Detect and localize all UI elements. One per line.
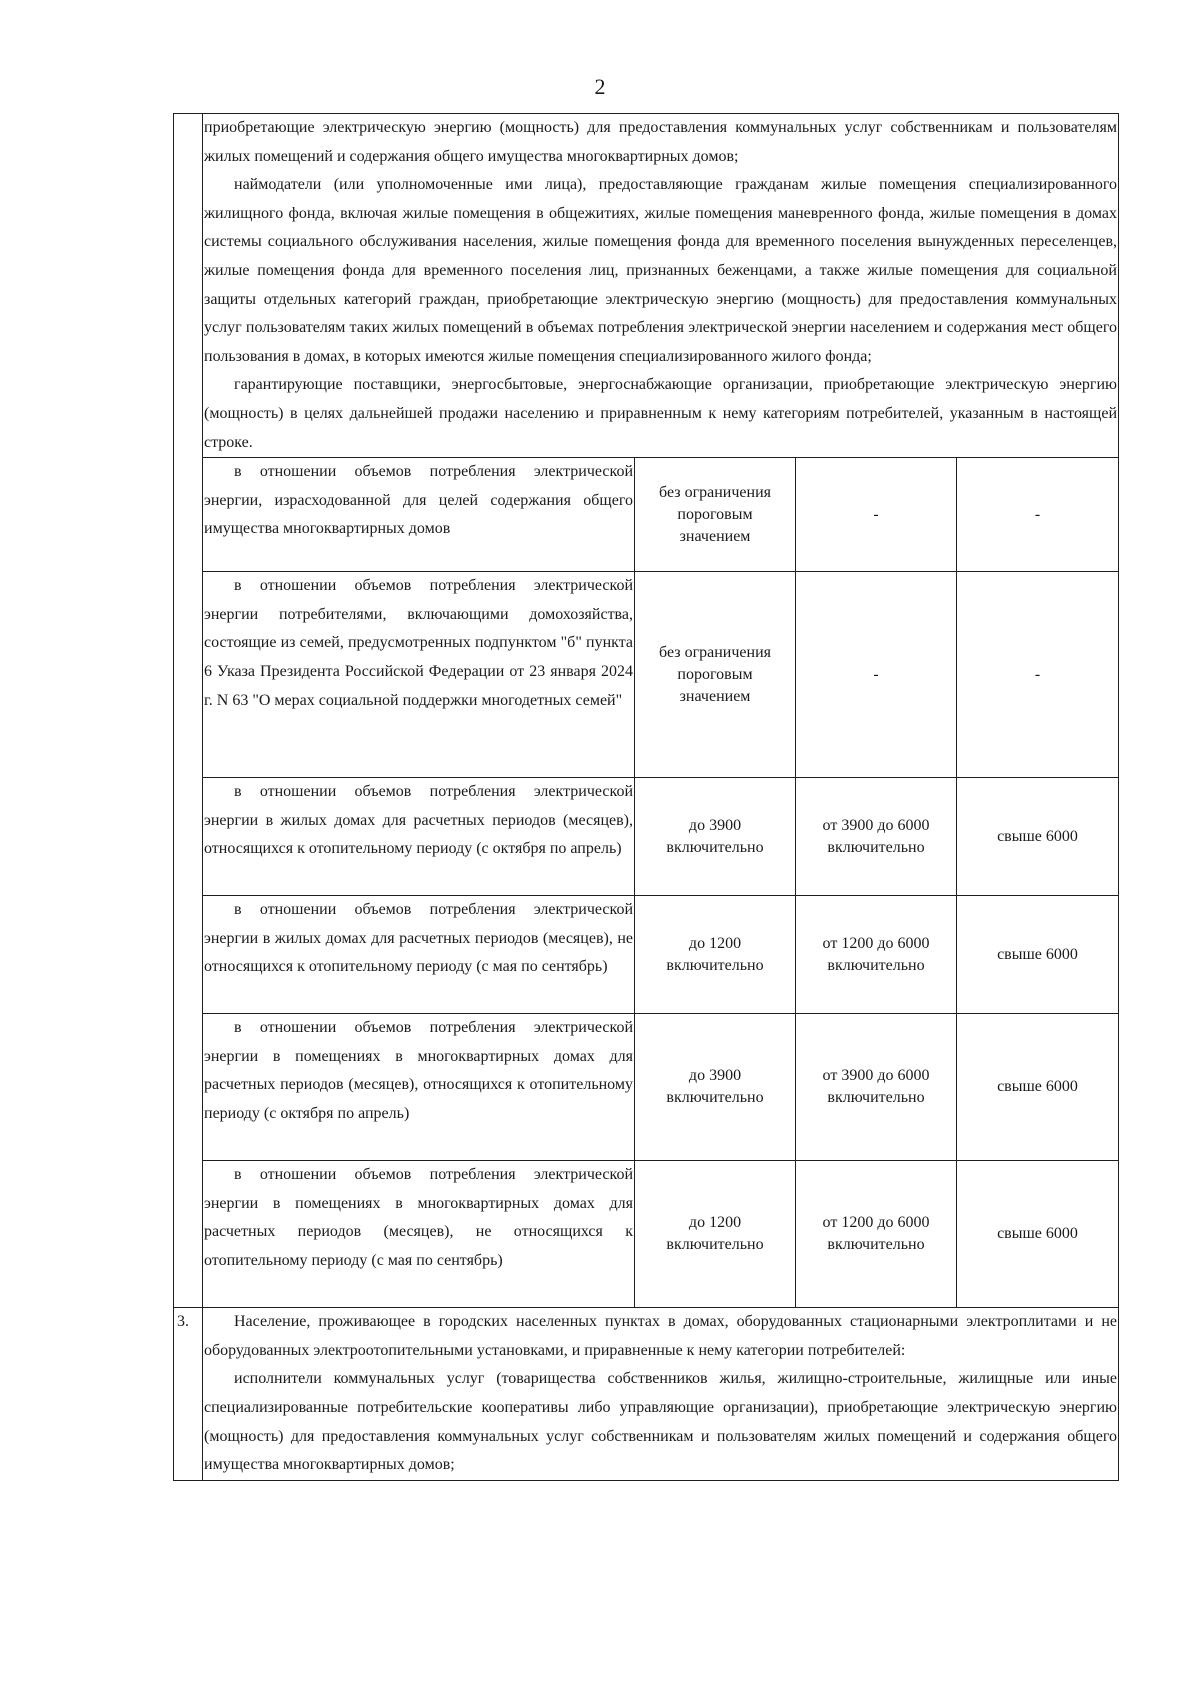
threshold-cell-3: свыше 6000 <box>957 1014 1119 1161</box>
threshold-cell-2: - <box>796 572 957 778</box>
tariff-table <box>173 113 1119 1481</box>
paragraph-population: Население, проживающее в городских населенных пунктах в домах, оборудованных стационарными электроплитами и не оборудованных электроотопительными установками, и приравненные к нему категории потребителей: <box>204 1313 1117 1359</box>
threshold-cell-2: от 1200 до 6000 включительно <box>796 1161 957 1308</box>
threshold-cell-2: от 3900 до 6000 включительно <box>796 778 957 896</box>
volume-description: в отношении объемов потребления электрической энергии в жилых домах для расчетных периодов (месяцев), не относящихся к отопительному периоду (с мая по сентябрь) <box>203 896 635 1014</box>
threshold-cell-3: свыше 6000 <box>957 896 1119 1014</box>
table-row <box>174 778 1119 896</box>
threshold-cell-3: свыше 6000 <box>957 778 1119 896</box>
table-row <box>174 572 1119 778</box>
threshold-cell-3: свыше 6000 <box>957 1161 1119 1308</box>
category-text-cell <box>203 114 1119 458</box>
threshold-cell-3: - <box>957 572 1119 778</box>
threshold-cell-1: без ограничения пороговым значением <box>635 458 796 572</box>
table-row <box>174 1161 1119 1308</box>
threshold-cell-1: до 1200 включительно <box>635 896 796 1014</box>
threshold-cell-2: - <box>796 458 957 572</box>
table-row <box>174 458 1119 572</box>
threshold-cell-2: от 3900 до 6000 включительно <box>796 1014 957 1161</box>
volume-description: в отношении объемов потребления электрической энергии в помещениях в многоквартирных домах для расчетных периодов (месяцев), не относящихся к отопительному периоду (с мая по сентябрь) <box>203 1161 635 1308</box>
volume-description: в отношении объемов потребления электрической энергии потребителями, включающими домохозяйства, состоящие из семей, предусмотренных подпунктом "б" пункта 6 Указа Президента Российской Федерации от 23 января 2024 г. N 63 "О мерах социальной поддержки многодетных семей" <box>203 572 635 778</box>
threshold-cell-1: без ограничения пороговым значением <box>635 572 796 778</box>
paragraph-suppliers: гарантирующие поставщики, энергосбытовые, энергоснабжающие организации, приобретающие электрическую энергию (мощность) в целях дальнейшей продажи населению и приравненным к нему категориям потребителей, указанным в настоящей строке. <box>204 376 1117 451</box>
row-number-cell <box>174 114 203 1308</box>
threshold-cell-1: до 1200 включительно <box>635 1161 796 1308</box>
table-row <box>174 896 1119 1014</box>
category-text-cell <box>203 1308 1119 1481</box>
volume-description: в отношении объемов потребления электрической энергии в помещениях в многоквартирных домах для расчетных периодов (месяцев), относящихся к отопительному периоду (с октября по апрель) <box>203 1014 635 1161</box>
volume-description: в отношении объемов потребления электрической энергии, израсходованной для целей содержания общего имущества многоквартирных домов <box>203 458 635 572</box>
row-number-cell: 3. <box>174 1308 203 1481</box>
table-row <box>174 114 1119 458</box>
paragraph-landlords: наймодатели (или уполномоченные ими лица), предоставляющие гражданам жилые помещения специализированного жилищного фонда, включая жилые помещения в общежитиях, жилые помещения маневренного фонда, жилые помещения в домах системы социального обслуживания населения, жилые помещения фонда для временного поселения вынужденных переселенцев, жилые помещения фонда для временного поселения лиц, признанных беженцами, а также жилые помещения для социальной защиты отдельных категорий граждан, приобретающие электрическую энергию (мощность) для предоставления коммунальных услуг пользователям таких жилых помещений в объемах потребления электрической энергии населением и содержания мест общего пользования в домах, в которых имеются жилые помещения специализированного жилого фонда; <box>204 176 1117 365</box>
threshold-cell-1: до 3900 включительно <box>635 1014 796 1161</box>
paragraph-utility-executors: исполнители коммунальных услуг (товарищества собственников жилья, жилищно-строительные, жилищные или иные специализированные потребительские кооперативы либо управляющие организации), приобретающие электрическую энергию (мощность) для предоставления коммунальных услуг собственникам и пользователям жилых помещений и содержания общего имущества многоквартирных домов; <box>204 1370 1117 1474</box>
volume-description: в отношении объемов потребления электрической энергии в жилых домах для расчетных периодов (месяцев), относящихся к отопительному периоду (с октября по апрель) <box>203 778 635 896</box>
table-row <box>174 1014 1119 1161</box>
page-number: 2 <box>594 74 606 99</box>
threshold-cell-3: - <box>957 458 1119 572</box>
table-row <box>174 1308 1119 1481</box>
paragraph-utility-executors-continued: приобретающие электрическую энергию (мощность) для предоставления коммунальных услуг собственникам и пользователям жилых помещений и содержания общего имущества многоквартирных домов; <box>204 119 1117 165</box>
threshold-cell-1: до 3900 включительно <box>635 778 796 896</box>
threshold-cell-2: от 1200 до 6000 включительно <box>796 896 957 1014</box>
